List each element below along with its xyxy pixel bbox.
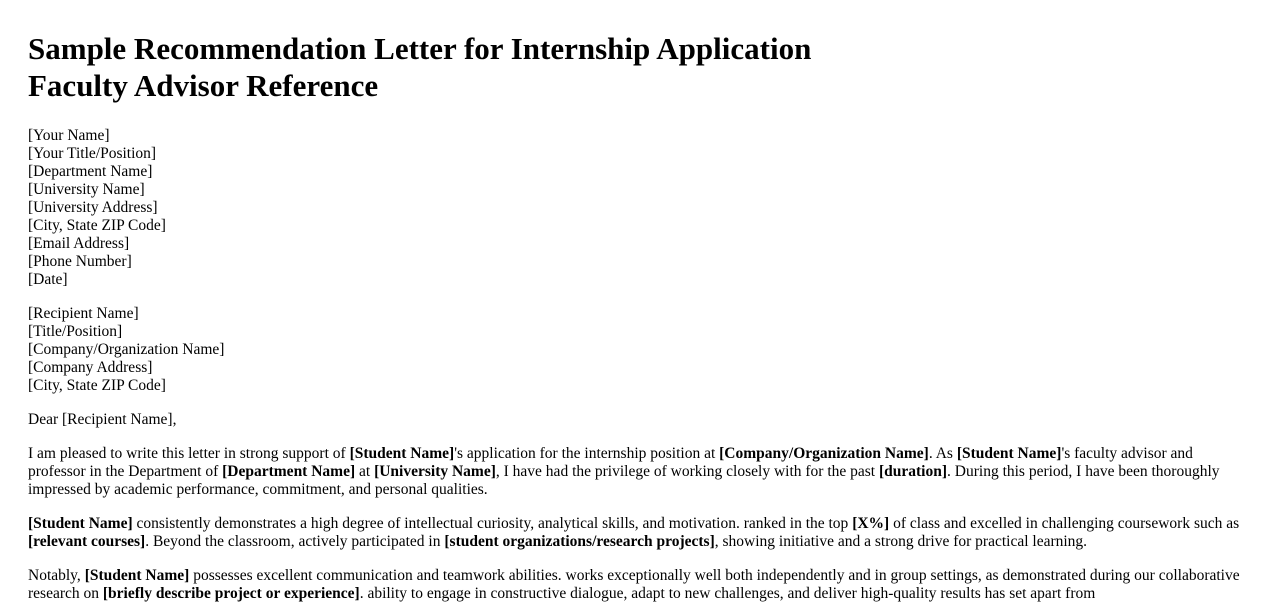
sender-line: [Your Name]: [28, 127, 110, 144]
paragraph-text: possesses excellent communication and teamwork abilities. works exceptionally well both independently and in group settings, as demonstrated during our collaborative research on: [28, 567, 1240, 602]
sender-line: [Department Name]: [28, 163, 153, 180]
sender-line: [University Name]: [28, 181, 145, 198]
placeholder-field: [duration]: [878, 463, 948, 480]
paragraph-text: I am pleased to write this letter in strong support of: [28, 445, 350, 462]
placeholder-field: [briefly describe project or experience]: [102, 585, 360, 602]
placeholder-field: [Company/Organization Name]: [719, 445, 929, 462]
letter-body: [28, 445, 1248, 603]
recipient-line: [Company/Organization Name]: [28, 341, 225, 358]
letter-page: [28, 0, 1248, 603]
placeholder-field: [Student Name]: [28, 515, 133, 532]
page-title: [28, 30, 1248, 104]
sender-line: [City, State ZIP Code]: [28, 217, 166, 234]
recipient-line: [Title/Position]: [28, 323, 123, 340]
placeholder-field: [Student Name]: [84, 567, 190, 584]
salutation: Dear [Recipient Name],: [28, 411, 177, 428]
placeholder-field: [Department Name]: [222, 463, 356, 480]
sender-line: [Email Address]: [28, 235, 130, 252]
paragraph-text: of class and excelled in challenging coursework such as: [889, 515, 1240, 532]
placeholder-field: [X%]: [852, 515, 890, 532]
placeholder-field: [student organizations/research projects]: [444, 533, 715, 550]
recipient-line: [Recipient Name]: [28, 305, 139, 322]
title-line-2: Faculty Advisor Reference: [28, 68, 379, 103]
paragraph-text: at: [355, 463, 375, 480]
paragraph-text: consistently demonstrates a high degree of intellectual curiosity, analytical skills, and motivation. ranked in the top: [132, 515, 853, 532]
sender-line: [Your Title/Position]: [28, 145, 157, 162]
placeholder-field: [relevant courses]: [28, 533, 146, 550]
body-paragraph: [28, 445, 1248, 499]
body-paragraph: [28, 515, 1248, 551]
body-paragraph: [28, 567, 1248, 603]
paragraph-text: 's faculty advisor and professor in the Department of: [28, 445, 1193, 480]
paragraph-text: . As: [928, 445, 957, 462]
paragraph-text: , showing initiative and a strong drive for practical learning.: [714, 533, 1088, 550]
paragraph-text: . During this period, I have been thoroughly impressed by academic performance, commitment, and personal qualities.: [28, 463, 1220, 498]
sender-line: [University Address]: [28, 199, 158, 216]
sender-address-block: [28, 127, 1248, 289]
sender-line: [Phone Number]: [28, 253, 132, 270]
paragraph-text: 's application for the internship position at: [454, 445, 720, 462]
paragraph-text: , I have had the privilege of working closely with for the past: [495, 463, 879, 480]
recipient-address-block: [28, 305, 1248, 395]
recipient-line: [City, State ZIP Code]: [28, 377, 166, 394]
placeholder-field: [Student Name]: [956, 445, 1062, 462]
paragraph-text: Notably,: [28, 567, 85, 584]
sender-line: [Date]: [28, 271, 68, 288]
title-line-1: Sample Recommendation Letter for Internship Application: [28, 31, 812, 66]
placeholder-field: [University Name]: [374, 463, 496, 480]
placeholder-field: [Student Name]: [349, 445, 455, 462]
paragraph-text: . ability to engage in constructive dialogue, adapt to new challenges, and deliver high-quality results has set apart from: [359, 585, 1096, 602]
recipient-line: [Company Address]: [28, 359, 153, 376]
paragraph-text: . Beyond the classroom, actively participated in: [145, 533, 445, 550]
